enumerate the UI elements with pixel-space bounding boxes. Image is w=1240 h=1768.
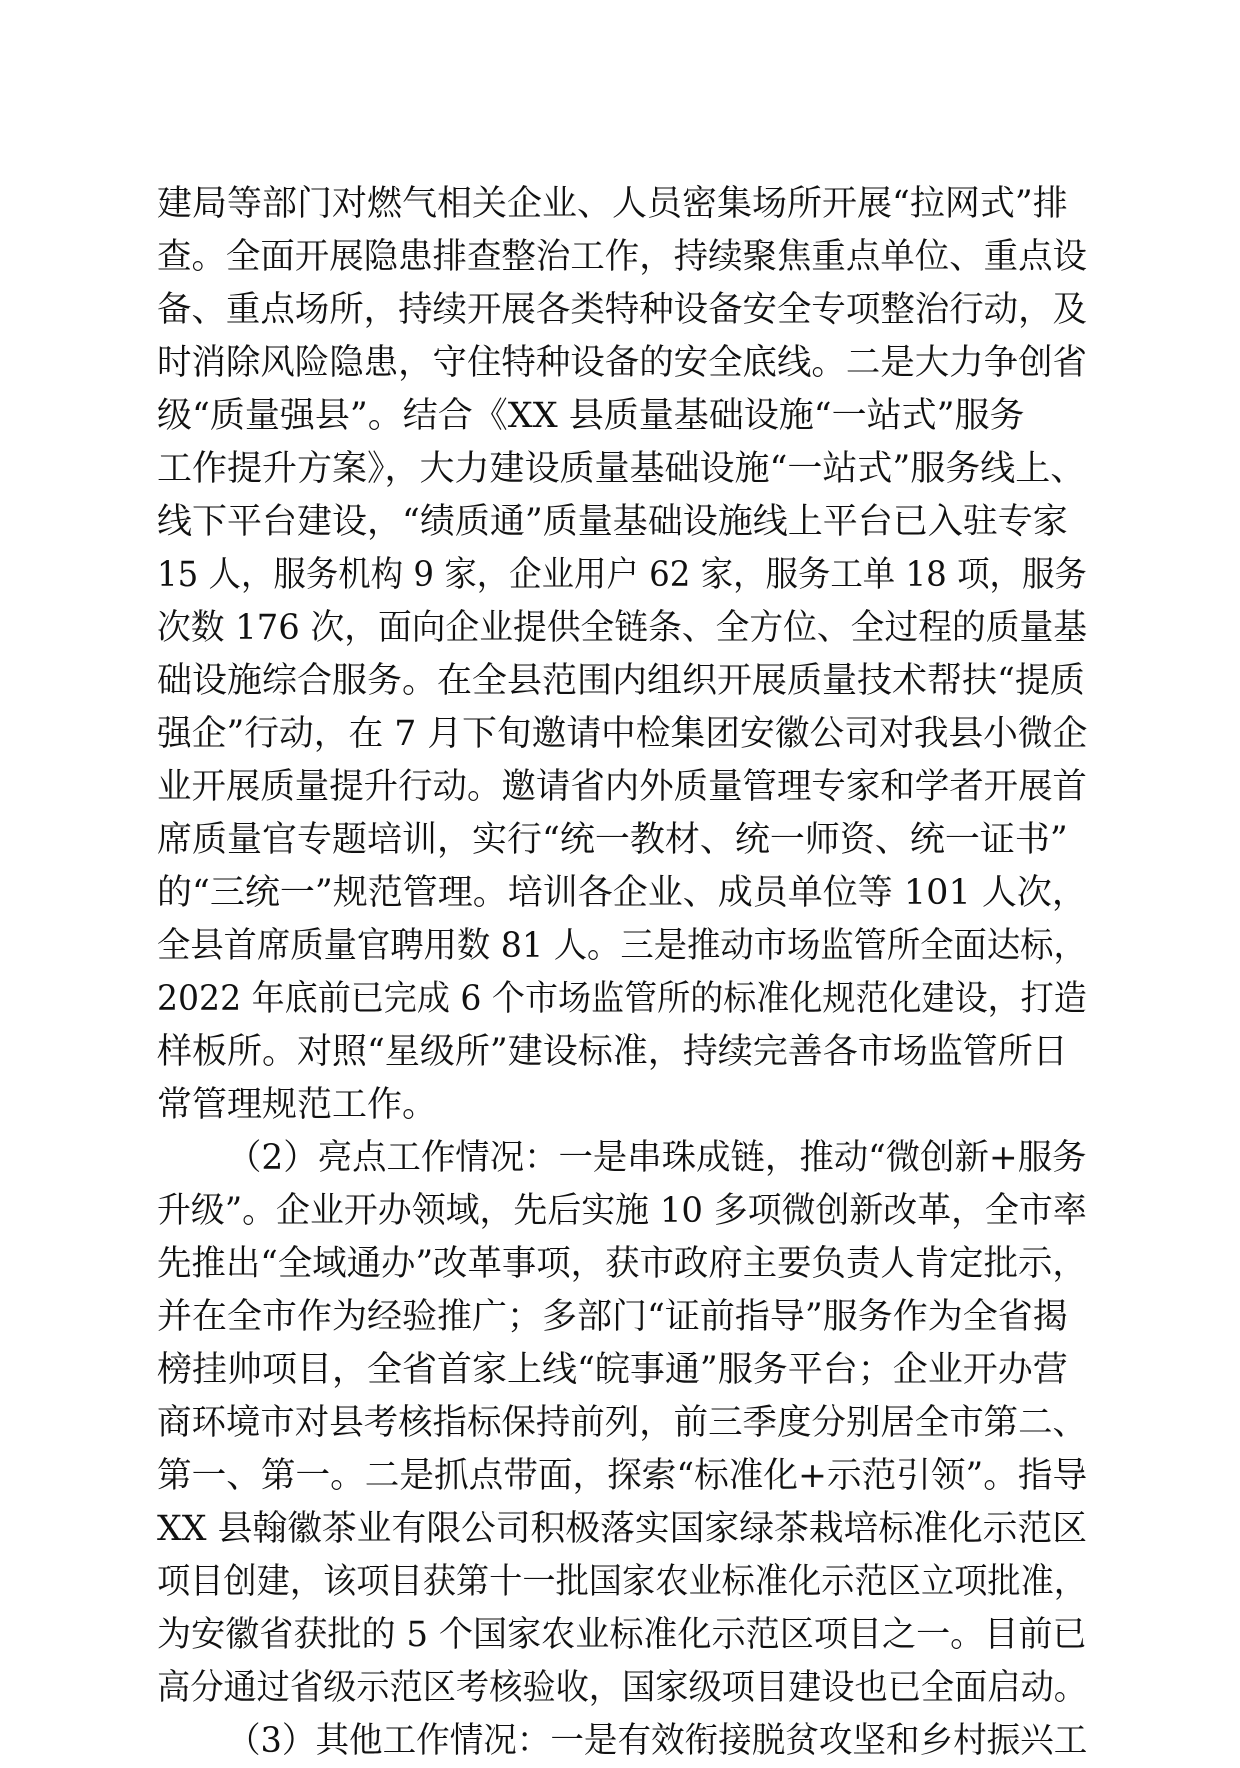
- paragraph-line: 项目创建，该项目获第十一批国家农业标准化示范区立项批准，: [157, 1562, 1088, 1602]
- paragraph-line: 次数 176 次，面向企业提供全链条、全方位、全过程的质量基: [157, 608, 1088, 648]
- paragraph-line: 升级”。企业开办领域，先后实施 10 多项微创新改革，全市率: [157, 1191, 1087, 1231]
- paragraph-line: 查。全面开展隐患排查整治工作，持续聚焦重点单位、重点设: [157, 237, 1087, 277]
- paragraph-line: 2022 年底前已完成 6 个市场监管所的标准化规范化建设，打造: [157, 979, 1087, 1019]
- paragraph-line: 15 人，服务机构 9 家，企业用户 62 家，服务工单 18 项，服务: [157, 555, 1087, 595]
- paragraph-line: 样板所。对照“星级所”建设标准，持续完善各市场监管所日: [157, 1032, 1068, 1072]
- paragraph-line: 榜挂帅项目，全省首家上线“皖事通”服务平台；企业开办营: [157, 1350, 1068, 1390]
- paragraph-line: 为安徽省获批的 5 个国家农业标准化示范区项目之一。目前已: [157, 1615, 1087, 1655]
- paragraph-line: 级“质量强县”。结合《XX 县质量基础设施“一站式”服务: [157, 396, 1025, 436]
- paragraph-line: 强企”行动，在 7 月下旬邀请中检集团安徽公司对我县小微企: [157, 714, 1088, 754]
- paragraph-line: 线下平台建设，“绩质通”质量基础设施线上平台已入驻专家: [157, 502, 1068, 542]
- paragraph-line: 工作提升方案》，大力建设质量基础设施“一站式”服务线上、: [157, 449, 1086, 489]
- paragraph-line: 席质量官专题培训，实行“统一教材、统一师资、统一证书”: [157, 820, 1068, 860]
- paragraph-line: 全县首席质量官聘用数 81 人。三是推动市场监管所全面达标，: [157, 926, 1087, 966]
- paragraph-line: 先推出“全域通办”改革事项，获市政府主要负责人肯定批示，: [157, 1244, 1087, 1284]
- paragraph-line: 础设施综合服务。在全县范围内组织开展质量技术帮扶“提质: [157, 661, 1085, 701]
- paragraph-line: 业开展质量提升行动。邀请省内外质量管理专家和学者开展首: [157, 767, 1087, 807]
- paragraph-line: 并在全市作为经验推广；多部门“证前指导”服务作为全省揭: [157, 1297, 1068, 1337]
- paragraph-line: XX 县翰徽茶业有限公司积极落实国家绿茶栽培标准化示范区: [157, 1509, 1087, 1549]
- paragraph-line: 的“三统一”规范管理。培训各企业、成员单位等 101 人次，: [157, 873, 1087, 913]
- paragraph-line: 常管理规范工作。: [157, 1085, 438, 1125]
- paragraph-line: 高分通过省级示范区考核验收，国家级项目建设也已全面启动。: [157, 1668, 1088, 1708]
- section-heading-line: （3）其他工作情况：一是有效衔接脱贫攻坚和乡村振兴工: [227, 1721, 1088, 1761]
- paragraph-line: 时消除风险隐患，守住特种设备的安全底线。二是大力争创省: [157, 343, 1087, 383]
- paragraph-line: 第一、第一。二是抓点带面，探索“标准化+示范引领”。指导: [157, 1456, 1088, 1496]
- paragraph-line: 商环境市对县考核指标保持前列，前三季度分别居全市第二、: [157, 1403, 1087, 1443]
- paragraph-line: 建局等部门对燃气相关企业、人员密集场所开展“拉网式”排: [157, 184, 1068, 224]
- paragraph-line: 备、重点场所，持续开展各类特种设备安全专项整治行动，及: [157, 290, 1087, 330]
- section-heading-line: （2）亮点工作情况：一是串珠成链，推动“微创新+服务: [227, 1138, 1087, 1178]
